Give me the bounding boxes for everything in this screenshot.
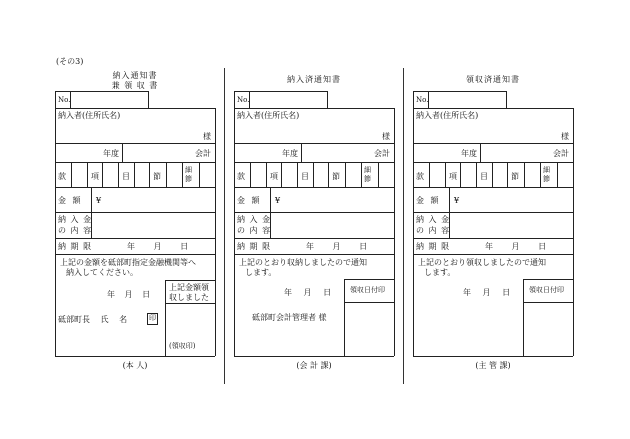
deadline-date: 年 月 日 [485, 242, 547, 251]
sama-label: 様 [561, 132, 569, 141]
notice-message: 上記のとおり領収しましたので通知 [418, 258, 546, 267]
rule-line [345, 162, 346, 187]
rule-line [234, 143, 394, 144]
rule-line [413, 91, 506, 92]
rule-line [234, 238, 394, 239]
rule-line [523, 302, 573, 303]
deadline-label: 納 期 限 [58, 242, 93, 251]
notice-message: 上記のとおり収納しましたので通知 [239, 258, 367, 267]
issuer-name: 砥部町会計管理者 様 [252, 313, 327, 322]
form-footer: (主 管 課) [475, 361, 511, 370]
rule-line [328, 162, 329, 187]
deadline-date: 年 月 日 [127, 242, 189, 251]
notice-message: します。 [245, 268, 277, 277]
rule-line [234, 91, 327, 92]
rule-line [281, 162, 282, 187]
nendo-label: 年度 [282, 149, 298, 158]
content-label: の 内 容 [237, 226, 272, 235]
receipt-seal-label: (領収印) [169, 342, 196, 350]
rule-line [234, 356, 394, 357]
rule-line [540, 162, 541, 187]
rule-line [327, 91, 328, 109]
moku-label: 目 [301, 172, 309, 181]
setsu-label: 節 [332, 172, 340, 181]
rule-line [378, 162, 379, 187]
rule-line [55, 212, 215, 213]
rule-line [301, 143, 302, 162]
rule-line [234, 254, 394, 255]
kou-label: 項 [270, 172, 278, 181]
content-label: の 内 容 [58, 226, 93, 235]
receipt-note: 収しました [169, 293, 209, 302]
notice-message: 上記の金額を砥部町指定金融機関等へ [60, 258, 196, 267]
rule-line [492, 162, 493, 187]
rule-line [313, 162, 314, 187]
rule-line [250, 162, 251, 187]
yen-sign: ¥ [454, 196, 460, 205]
rule-line [165, 280, 166, 356]
kan-label: 款 [416, 172, 424, 181]
notice-message: します。 [424, 268, 456, 277]
rule-line [344, 279, 345, 356]
nendo-label: 年度 [461, 149, 477, 158]
kaikei-label: 会計 [374, 149, 390, 158]
rule-line [361, 162, 362, 187]
form-title: 領収済通知書 [466, 75, 520, 84]
receipt-stamp-label: 領収日付印 [529, 286, 564, 294]
no-label: No. [237, 96, 250, 104]
rule-line [87, 162, 88, 187]
rule-line [429, 162, 430, 187]
form-title: 納入通知書 [112, 71, 158, 80]
amount-label: 金 額 [416, 196, 441, 205]
rule-line [344, 302, 394, 303]
content-label: 納 入 金 [58, 215, 93, 224]
issuer-name: 砥部町長 氏 名 [58, 315, 128, 324]
rule-line [506, 91, 507, 109]
rule-line [573, 108, 574, 356]
rule-line [55, 91, 56, 356]
rule-line [166, 162, 167, 187]
rule-line [55, 254, 215, 255]
moku-label: 目 [122, 172, 130, 181]
rule-line [507, 162, 508, 187]
rule-line [55, 162, 215, 163]
rule-line [234, 91, 235, 356]
payer-label: 納入者(住所氏名) [58, 111, 121, 120]
receipt-note: 上記金額領 [169, 283, 209, 292]
column-separator [224, 68, 225, 384]
rule-line [165, 280, 215, 281]
setsu-label: 節 [511, 172, 519, 181]
rule-line [413, 162, 573, 163]
rule-line [344, 279, 394, 280]
rule-line [234, 212, 394, 213]
rule-line [55, 143, 215, 144]
yen-sign: ¥ [275, 196, 281, 205]
payer-label: 納入者(住所氏名) [416, 111, 479, 120]
rule-line [149, 162, 150, 187]
rule-line [234, 162, 394, 163]
rule-line [523, 279, 573, 280]
rule-line [413, 143, 573, 144]
kaikei-label: 会計 [195, 149, 211, 158]
form-title: 納入済通知書 [287, 75, 341, 84]
kan-label: 款 [237, 172, 245, 181]
issue-date: 年 月 日 [284, 288, 332, 297]
rule-line [413, 108, 573, 109]
no-label: No. [416, 96, 429, 104]
rule-line [55, 238, 215, 239]
rule-line [118, 162, 119, 187]
rule-line [55, 91, 148, 92]
form-subtitle: 兼 領 収 書 [111, 81, 159, 90]
rule-line [234, 108, 394, 109]
payer-label: 納入者(住所氏名) [237, 111, 300, 120]
no-label: No. [58, 96, 71, 104]
rule-line [165, 303, 215, 304]
deadline-label: 納 期 限 [237, 242, 272, 251]
saisetsu-label: 細節 [185, 166, 192, 183]
rule-line [480, 143, 481, 162]
deadline-date: 年 月 日 [306, 242, 368, 251]
column-separator [403, 68, 404, 384]
issue-date: 年 月 日 [463, 288, 511, 297]
rule-line [413, 212, 573, 213]
rule-line [557, 162, 558, 187]
amount-label: 金 額 [58, 196, 83, 205]
yen-sign: ¥ [96, 196, 102, 205]
moku-label: 目 [480, 172, 488, 181]
content-label: の 内 容 [416, 226, 451, 235]
rule-line [55, 356, 215, 357]
saisetsu-label: 細節 [364, 166, 371, 183]
rule-line [460, 162, 461, 187]
rule-line [413, 187, 573, 188]
rule-line [524, 162, 525, 187]
content-label: 納 入 金 [237, 215, 272, 224]
notice-message: 納入してください。 [66, 268, 138, 277]
rule-line [55, 108, 215, 109]
kaikei-label: 会計 [553, 149, 569, 158]
sama-label: 様 [203, 132, 211, 141]
kou-label: 項 [91, 172, 99, 181]
rule-line [215, 108, 216, 356]
form-footer: (本 人) [122, 361, 148, 370]
rule-line [413, 254, 573, 255]
rule-line [394, 108, 395, 356]
issue-date: 年 月 日 [107, 290, 151, 299]
rule-line [445, 162, 446, 187]
sama-label: 様 [382, 132, 390, 141]
receipt-stamp-label: 領収日付印 [350, 286, 385, 294]
deadline-label: 納 期 限 [416, 242, 451, 251]
rule-line [234, 187, 394, 188]
kan-label: 款 [58, 172, 66, 181]
form-footer: (会 計 課) [296, 361, 332, 370]
setsu-label: 節 [153, 172, 161, 181]
rule-line [297, 162, 298, 187]
rule-line [199, 162, 200, 187]
rule-line [523, 279, 524, 356]
amount-label: 金 額 [237, 196, 262, 205]
saisetsu-label: 細節 [543, 166, 550, 183]
kou-label: 項 [449, 172, 457, 181]
rule-line [148, 91, 149, 109]
rule-line [413, 91, 414, 356]
content-label: 納 入 金 [416, 215, 451, 224]
rule-line [266, 162, 267, 187]
nendo-label: 年度 [103, 149, 119, 158]
rule-line [476, 162, 477, 187]
rule-line [122, 143, 123, 162]
rule-line [134, 162, 135, 187]
rule-line [55, 187, 215, 188]
seal-mark: 印 [147, 313, 158, 325]
rule-line [413, 356, 573, 357]
rule-line [182, 162, 183, 187]
rule-line [71, 162, 72, 187]
rule-line [102, 162, 103, 187]
rule-line [413, 238, 573, 239]
page-label: (その3) [56, 57, 84, 66]
